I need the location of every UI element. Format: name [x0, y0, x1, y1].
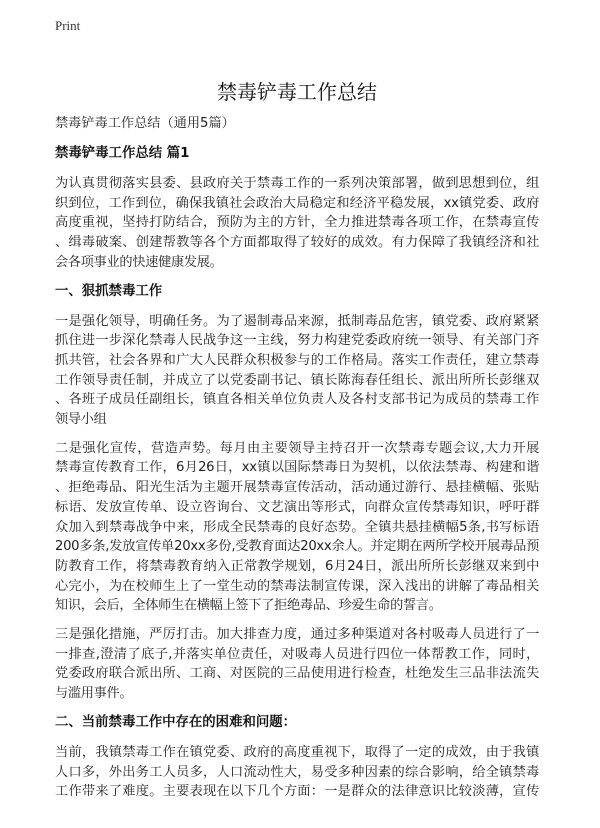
text-line: 工作领导责任制，并成立了以党委副书记、镇长陈海春任组长、派出所所长彭继双 — [55, 372, 539, 388]
text-line: 抓住进一步深化禁毒人民战争这一主线，努力构建党委政府统一领导、有关部门齐 — [55, 333, 539, 349]
print-link[interactable]: Print — [55, 18, 81, 33]
text-line: 与滥用事件。 — [55, 686, 133, 702]
section2-paragraph-1 — [55, 743, 539, 802]
text-line: 防教育工作，将禁毒教育纳入正常教学规划，6月24日，派出所所长彭继双来到中 — [55, 558, 539, 574]
text-line: 一是强化领导，明确任务。为了遏制毒品来源，抵制毒品危害，镇党委、政府紧紧 — [55, 313, 539, 329]
text-line: 众加入到禁毒战争中来，形成全民禁毒的良好态势。全镇共悬挂横幅5条,书写标语 — [55, 519, 539, 535]
text-line: 禁毒宣传教育工作，6月26日，xx镇以国际禁毒日为契机，以依法禁毒、构建和谐 — [55, 460, 539, 476]
section2-heading: 二、当前禁毒工作中存在的困难和问题： — [55, 714, 297, 730]
document-body — [55, 78, 539, 811]
text-line: 、各班子成员任副组长，镇直各相关单位负责人及各村支部书记为成员的禁毒工作 — [55, 392, 539, 408]
intro-paragraph — [55, 174, 539, 273]
document-subtitle: 禁毒铲毒工作总结（通用5篇） — [55, 116, 235, 131]
text-line: 标语、发放宣传单、设立咨询台、文艺演出等形式，向群众宣传禁毒知识，呼吁群 — [55, 499, 539, 515]
text-line: 当前，我镇禁毒工作在镇党委、政府的高度重视下，取得了一定的成效，由于我镇 — [55, 744, 539, 760]
text-line: 一排查,澄清了底子,并落实单位责任，对吸毒人员进行四位一体帮教工作，同时， — [55, 646, 539, 662]
text-line: 领导小组 — [55, 412, 107, 428]
text-line: 、拒绝毒品、阳光生活为主题开展禁毒宣传活动，活动通过游行、悬挂横幅、张贴 — [55, 480, 539, 496]
text-line: 心完小，为在校师生上了一堂生动的禁毒法制宣传课，深入浅出的讲解了毒品相关 — [55, 578, 539, 594]
text-line: 织到位，工作到位，确保我镇社会政治大局稳定和经济平稳发展，xx镇党委、政府 — [55, 195, 539, 211]
text-line: 党委政府联合派出所、工商、对医院的三品使用进行检查，杜绝发生三品非法流失 — [55, 666, 539, 682]
text-line: 知识，会后，全体师生在横幅上签下了拒绝毒品、珍爱生命的誓言。 — [55, 598, 442, 614]
document-title: 禁毒铲毒工作总结 — [217, 80, 377, 104]
text-line: 、缉毒破案、创建帮教等各个方面都取得了较好的成效。有力保障了我镇经济和社 — [55, 235, 539, 251]
text-line: 为认真贯彻落实县委、县政府关于禁毒工作的一系列决策部署，做到思想到位，组 — [55, 176, 539, 191]
text-line: 三是强化措施，严厉打击。加大排查力度，通过多种渠道对各村吸毒人员进行了一 — [55, 627, 539, 643]
section1-heading: 一、狠抓禁毒工作 — [55, 283, 163, 299]
text-line: 200多条,发放宣传单20xx多份,受教育面达20xx余人。并定期在两所学校开展毒品预 — [55, 539, 539, 555]
text-line: 工作带来了难度。主要表现在以下几个方面：一是群众的法律意识比较淡薄，宣传 — [55, 784, 539, 800]
text-line: 高度重视，坚持打防结合，预防为主的方针，全力推进禁毒各项工作，在禁毒宣传 — [55, 215, 539, 231]
part-heading: 禁毒铲毒工作总结 篇1 — [55, 146, 190, 161]
section1-paragraph-1 — [55, 312, 539, 430]
section1-paragraph-2 — [55, 439, 539, 616]
text-line: 抓共管，社会各界和广大人民群众积极参与的工作格局。落实工作责任，建立禁毒 — [55, 352, 539, 368]
text-line: 会各项事业的快速健康发展。 — [55, 254, 223, 270]
text-line: 二是强化宣传，营造声势。每月由主要领导主持召开一次禁毒专题会议,大力开展 — [55, 440, 539, 456]
section1-paragraph-3 — [55, 625, 539, 704]
text-line: 人口多，外出务工人员多，人口流动性大，易受多种因素的综合影响，给全镇禁毒 — [55, 764, 539, 780]
